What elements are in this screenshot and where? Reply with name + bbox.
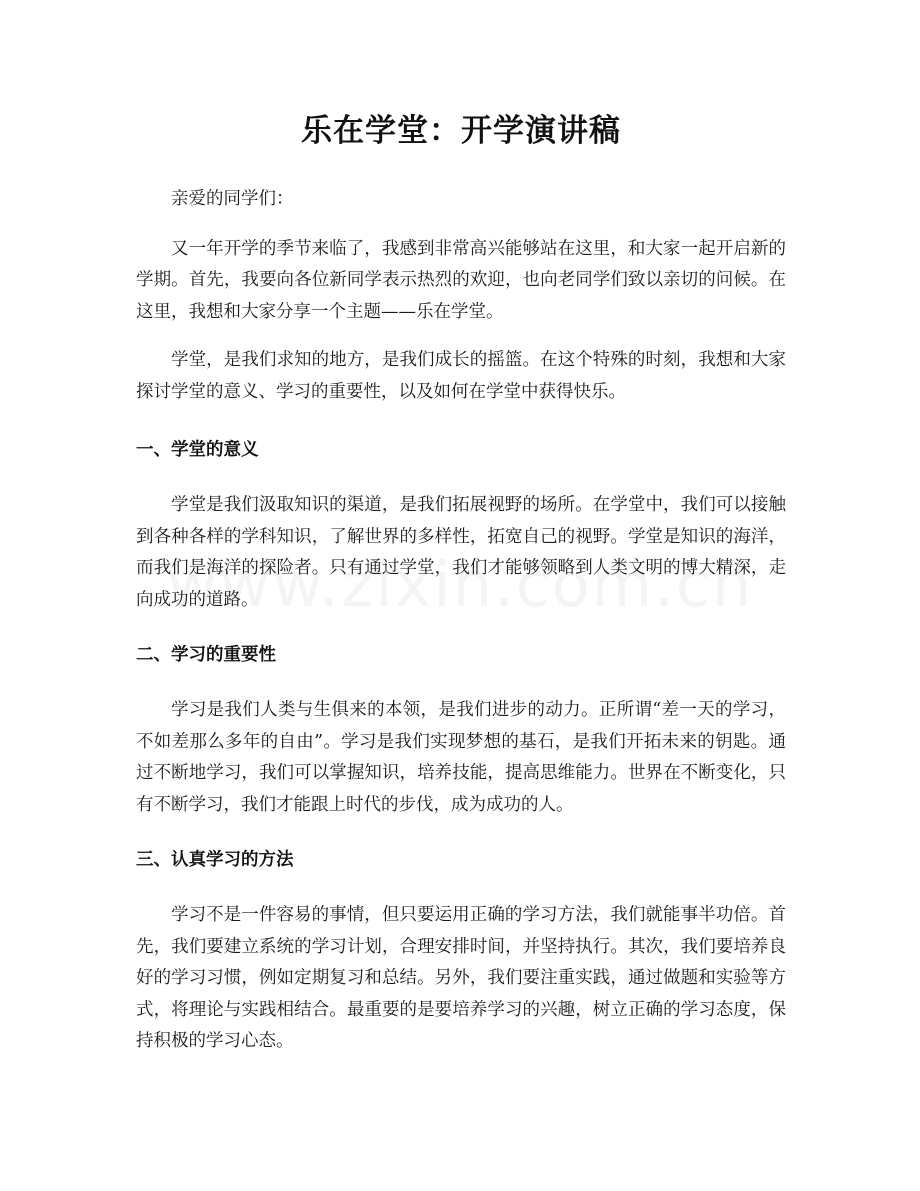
intro-paragraph-2: 学堂，是我们求知的地方，是我们成长的摇篮。在这个特殊的时刻，我想和大家探讨学堂的意义、学习的重要性，以及如何在学堂中获得快乐。 [136,350,786,402]
section-body-methods: 学习不是一件容易的事情，但只要运用正确的学习方法，我们就能事半功倍。首先，我们要建立系统的学习计划，合理安排时间，并坚持执行。其次，我们要培养良好的学习习惯，例如定期复习和总结。另外，我们要注重实践，通过做题和实验等方式，将理论与实践相结合。最重要的是要培养学习的兴趣，树立正确的学习态度，保持积极的学习心态。 [136,905,786,1051]
section-body-importance: 学习是我们人类与生俱来的本领，是我们进步的动力。正所谓“差一天的学习，不如差那么多年的自由”。学习是我们实现梦想的基石，是我们开拓未来的钥匙。通过不断地学习，我们可以掌握知识，培养技能，提高思维能力。世界在不断变化，只有不断学习，我们才能跟上时代的步伐，成为成功的人。 [136,700,786,815]
section-heading-methods: 三、认真学习的方法 [136,850,294,870]
document-title: 乐在学堂：开学演讲稿 [301,113,621,149]
section-heading-importance: 二、学习的重要性 [136,645,276,665]
greeting-line: 亲爱的同学们： [171,189,294,209]
section-body-meaning: 学堂是我们汲取知识的渠道，是我们拓展视野的场所。在学堂中，我们可以接触到各种各样的学科知识，了解世界的多样性，拓宽自己的视野。学堂是知识的海洋，而我们是海洋的探险者。只有通过学堂，我们才能够领略到人类文明的博大精深，走向成功的道路。 [136,495,786,610]
section-heading-meaning: 一、学堂的意义 [136,440,259,460]
document-content [136,108,786,1058]
intro-paragraph-1: 又一年开学的季节来临了，我感到非常高兴能够站在这里，和大家一起开启新的学期。首先，我要向各位新同学表示热烈的欢迎，也向老同学们致以亲切的问候。在这里，我想和大家分享一个主题——乐在学堂。 [136,238,786,322]
